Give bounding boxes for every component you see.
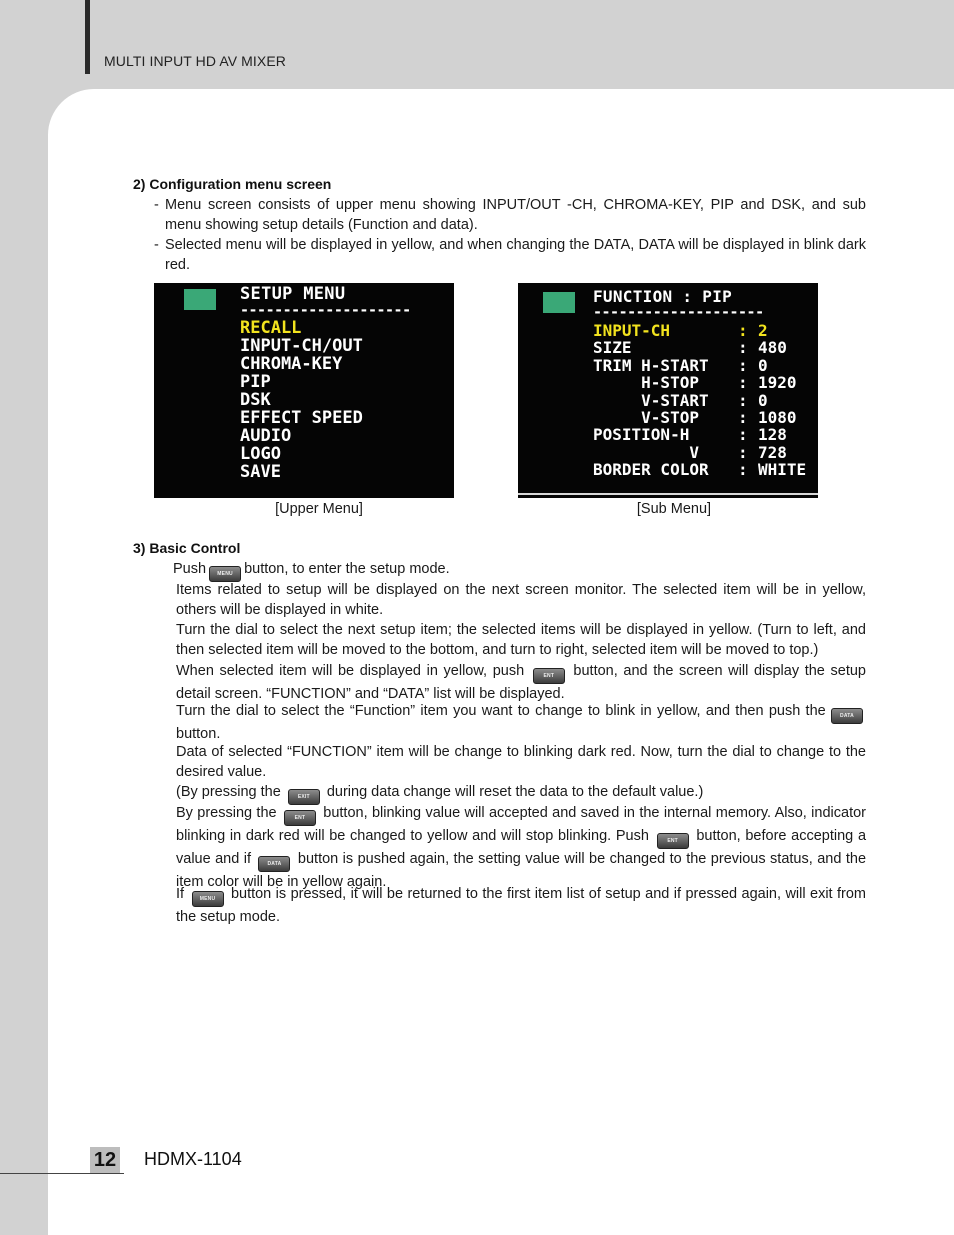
sub-menu-row bbox=[593, 321, 818, 339]
bullet-dash: - bbox=[154, 197, 159, 213]
bullet-dash: - bbox=[154, 237, 159, 253]
sub-menu-row bbox=[593, 391, 818, 409]
sub-menu-row bbox=[593, 338, 818, 356]
upper-menu-caption: [Upper Menu] bbox=[275, 501, 363, 517]
sub-menu-value: WHITE bbox=[758, 460, 807, 480]
sub-menu-value: 2 bbox=[758, 321, 768, 340]
section-heading-basic-control: 3) Basic Control bbox=[133, 540, 241, 556]
paragraph-exit-reset: (By pressing the EXIT during data change will reset the data to the default value.) bbox=[176, 782, 866, 805]
paragraph-accept-value: By pressing the ENT button, blinking value will accepted and saved in the internal memory. Also, indicator blinking in dark red will be changed to yellow and will stop blinking. Push ENT button, before accepting a value and if DATA button is pushed again, the setting value will be changed to the previous status, and the item color will be in yellow again. bbox=[176, 805, 867, 890]
menu-key-icon: MENU bbox=[192, 891, 224, 907]
paragraph-push-ent: When selected item will be displayed in yellow, push ENT button, and the screen will display the setup detail screen. “FUNCTION” and “DATA” list will be displayed. bbox=[176, 663, 866, 702]
model-name: HDMX-1104 bbox=[144, 1149, 242, 1169]
upper-menu-item: EFFECT SPEED bbox=[240, 408, 363, 428]
upper-menu-separator: -------------------- bbox=[240, 301, 411, 319]
sub-menu-label: INPUT-CH bbox=[593, 321, 671, 340]
screen-marker bbox=[184, 289, 216, 310]
sub-menu-label: V bbox=[593, 442, 699, 462]
screen-marker bbox=[543, 292, 575, 313]
paragraph-turn-dial: Turn the dial to select the next setup item; the selected items will be displayed in yellow. (Turn to left, and then selected item will be moved to the bottom, and turn to right, selected item will be moved to top.) bbox=[176, 622, 866, 659]
upper-menu-item: LOGO bbox=[240, 444, 281, 464]
screen-edge-glare bbox=[518, 493, 818, 495]
sub-menu-value: 128 bbox=[758, 425, 787, 445]
exit-key-icon: EXIT bbox=[288, 789, 320, 805]
upper-menu-item: PIP bbox=[240, 372, 271, 392]
sub-menu-colon: : bbox=[738, 460, 748, 480]
upper-menu-item: DSK bbox=[240, 390, 271, 410]
section-heading-configuration: 2) Configuration menu screen bbox=[133, 176, 332, 192]
sub-menu-value: 1080 bbox=[758, 408, 797, 427]
sub-menu-row bbox=[593, 356, 818, 374]
ent-key-icon: ENT bbox=[657, 833, 689, 849]
sub-menu-value: 1920 bbox=[758, 373, 797, 393]
ent-key-icon: ENT bbox=[284, 810, 316, 826]
upper-menu-title: SETUP MENU bbox=[240, 284, 346, 304]
sub-menu-label: H-STOP bbox=[593, 373, 699, 393]
sub-menu-screen bbox=[518, 283, 818, 498]
ent-key-icon: ENT bbox=[533, 668, 565, 684]
sub-menu-colon: : bbox=[738, 442, 748, 462]
sub-menu-colon: : bbox=[738, 338, 748, 358]
sub-menu-label: POSITION-H bbox=[593, 425, 690, 445]
upper-menu-item: SAVE bbox=[240, 462, 281, 482]
sub-menu-colon: : bbox=[738, 390, 748, 410]
data-key-icon: DATA bbox=[258, 856, 290, 872]
sub-menu-label: SIZE bbox=[593, 338, 632, 358]
sub-menu-label: V-STOP bbox=[593, 408, 699, 427]
sub-menu-colon: : bbox=[738, 373, 748, 393]
upper-menu-item: AUDIO bbox=[240, 426, 292, 446]
upper-menu-screen bbox=[154, 283, 454, 498]
sub-menu-title: FUNCTION : PIP bbox=[593, 287, 733, 306]
bullet-menu-description: - Menu screen consists of upper menu showing INPUT/OUT -CH, CHROMA-KEY, PIP and DSK, and sub menu showing setup details (Function and data). bbox=[154, 197, 866, 234]
sub-menu-colon: : bbox=[738, 321, 748, 340]
sub-menu-caption: [Sub Menu] bbox=[636, 501, 712, 517]
sub-menu-row bbox=[593, 460, 818, 478]
paragraph-push-menu: Push MENU button, to enter the setup mode. bbox=[173, 559, 863, 582]
upper-menu-item: INPUT-CH/OUT bbox=[240, 336, 363, 356]
sub-menu-label: TRIM H-START bbox=[593, 355, 709, 375]
sub-menu-value: 0 bbox=[758, 390, 768, 410]
sub-menu-colon: : bbox=[738, 355, 748, 375]
paragraph-menu-return: If MENU button is pressed, it will be returned to the first item list of setup and if pressed again, will exit from the setup mode. bbox=[176, 886, 867, 925]
menu-key-icon: MENU bbox=[209, 566, 241, 582]
sub-menu-separator: -------------------- bbox=[593, 303, 764, 321]
sub-menu-colon: : bbox=[738, 408, 748, 427]
upper-menu-item: CHROMA-KEY bbox=[240, 354, 343, 374]
sub-menu-colon: : bbox=[738, 425, 748, 445]
sub-menu-label: V-START bbox=[593, 390, 709, 410]
sub-menu-value: 480 bbox=[758, 338, 787, 358]
paragraph-blinking-data: Data of selected “FUNCTION” item will be change to blinking dark red. Now, turn the dial to change to the desired value. bbox=[176, 744, 866, 781]
upper-menu-list bbox=[240, 319, 363, 481]
sub-menu-row bbox=[593, 443, 818, 461]
bullet-selected-color: - Selected menu will be displayed in yellow, and when changing the DATA, DATA will be displayed in blink dark red. bbox=[154, 237, 866, 274]
page-number: 12 bbox=[90, 1147, 120, 1173]
sub-menu-value: 0 bbox=[758, 355, 768, 375]
sub-menu-row bbox=[593, 408, 818, 426]
sub-menu-row bbox=[593, 373, 818, 391]
sub-menu-row bbox=[593, 425, 818, 443]
sub-menu-value: 728 bbox=[758, 442, 787, 462]
header-title: MULTI INPUT HD AV MIXER bbox=[104, 53, 286, 69]
footer-rule bbox=[0, 1173, 124, 1174]
upper-menu-item: RECALL bbox=[240, 318, 302, 338]
sub-menu-label: BORDER COLOR bbox=[593, 460, 709, 480]
data-key-icon: DATA bbox=[831, 708, 863, 724]
paragraph-items-displayed: Items related to setup will be displayed on the next screen monitor. The selected item will be in yellow, others will be displayed in white. bbox=[176, 582, 866, 619]
paragraph-select-function: Turn the dial to select the “Function” item you want to change to blink in yellow, and then push the DATA button. bbox=[176, 701, 866, 744]
header-accent-bar bbox=[85, 0, 90, 74]
